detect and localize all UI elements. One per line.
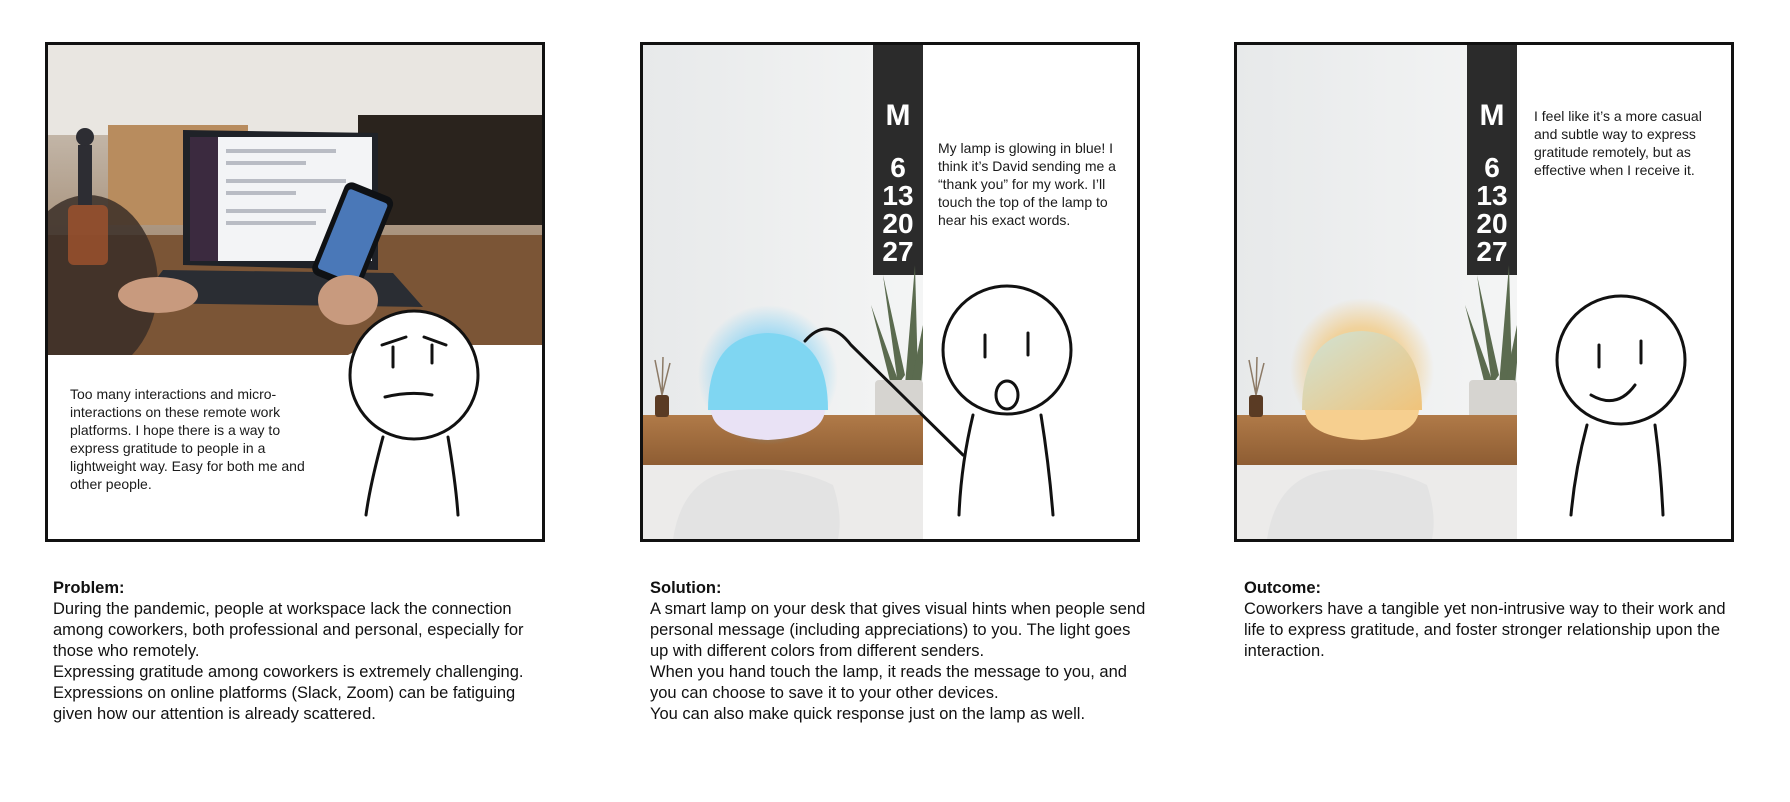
diffuser-bottle <box>655 395 669 417</box>
caption-solution <box>650 578 1150 725</box>
poster-number: 20 <box>882 208 914 239</box>
caption-paragraph: During the pandemic, people at workspace lack the connection among coworkers, both professional and personal, especially for those who remotely. <box>53 600 524 660</box>
panel-outcome <box>1234 42 1734 542</box>
left-hand <box>118 277 198 313</box>
panel-solution-thought: My lamp is glowing in blue! I think it’s David sending me a “thank you” for my work. I’ll touch the top of the lamp to hear his exact words. <box>938 140 1116 228</box>
poster-number: 20 <box>1476 208 1508 239</box>
caption-paragraph: When you hand touch the lamp, it reads the message to you, and you can choose to save it to your other devices. <box>650 663 1127 702</box>
poster-number: 27 <box>1476 236 1508 267</box>
caption-outcome <box>1244 578 1744 662</box>
caption-paragraph: A smart lamp on your desk that gives visual hints when people send personal message (including appreciations) to you. The light goes up with different colors from different senders. <box>650 600 1146 660</box>
background-person-head <box>76 128 94 146</box>
panel-solution-scene <box>643 45 1137 539</box>
panel-solution <box>640 42 1140 542</box>
background-person <box>78 145 92 205</box>
poster-number: 27 <box>882 236 914 267</box>
caption-heading: Problem: <box>53 579 125 597</box>
caption-paragraph: You can also make quick response just on the lamp as well. <box>650 705 1086 723</box>
poster-letter: M <box>1479 99 1505 132</box>
panel-outcome-thought: I feel like it’s a more casual and subtle way to express gratitude remotely, but as effective when I receive it. <box>1534 108 1702 178</box>
caption-heading: Outcome: <box>1244 579 1322 597</box>
diffuser-bottle <box>1249 395 1263 417</box>
right-hand <box>318 275 378 325</box>
poster-number: 13 <box>882 180 914 211</box>
caption-paragraph: Coworkers have a tangible yet non-intrusive way to their work and life to express gratitude, and foster stronger relationship upon the interaction. <box>1244 600 1726 660</box>
drink-jar <box>68 205 108 265</box>
poster-number: 6 <box>1484 152 1500 183</box>
caption-paragraph: Expressing gratitude among coworkers is extremely challenging. Expressions on online platforms (Slack, Zoom) can be fatiguing given how our attention is already scattered. <box>53 663 524 723</box>
figure-head <box>943 286 1071 414</box>
figure-head <box>1557 296 1685 424</box>
poster-number: 13 <box>1476 180 1508 211</box>
poster-number: 6 <box>890 152 906 183</box>
slack-sidebar <box>190 137 218 261</box>
panel-problem <box>45 42 545 542</box>
poster-letter: M <box>885 99 911 132</box>
figure-head <box>350 311 478 439</box>
panel-problem-thought: Too many interactions and micro-interactions on these remote work platforms. I hope there is a way to express gratitude to people in a lightweight way. Easy for both me and other people. <box>70 386 305 492</box>
caption-problem <box>53 578 553 725</box>
caption-heading: Solution: <box>650 579 722 597</box>
